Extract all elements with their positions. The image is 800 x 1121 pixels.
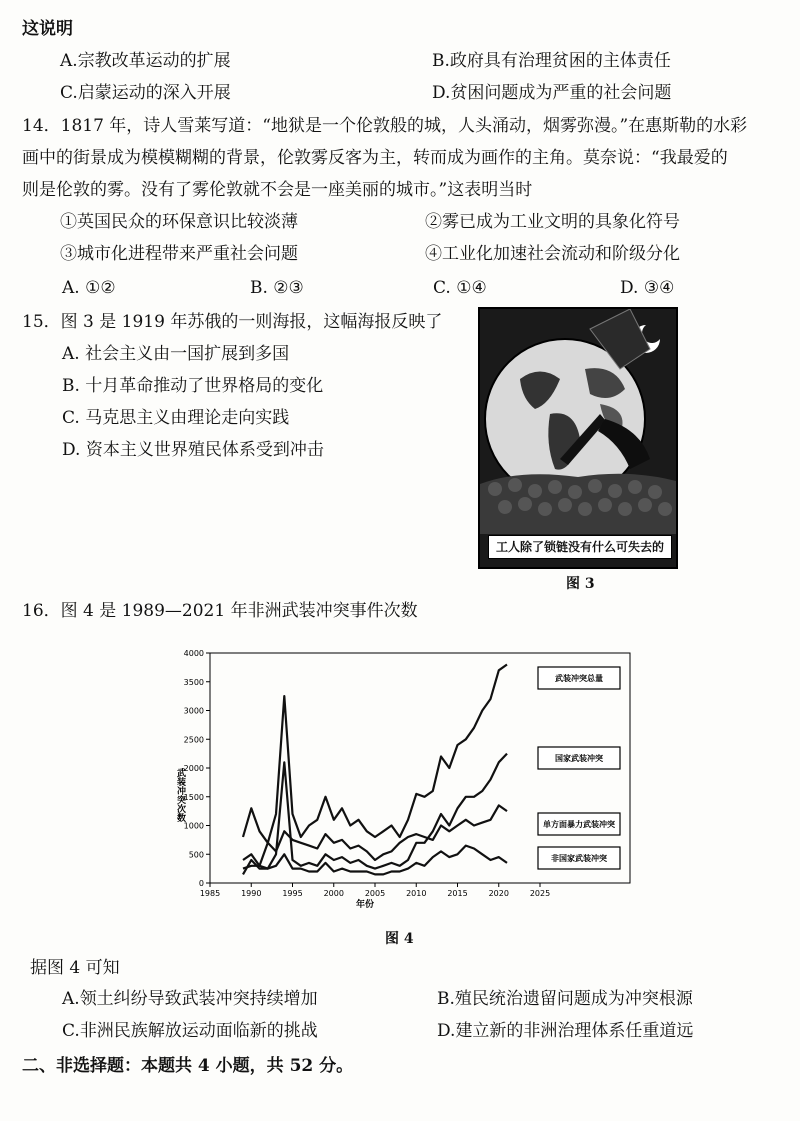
prev-option-a[interactable]: A.宗教改革运动的扩展 (60, 51, 231, 71)
q16-follow: 据图 4 可知 (30, 958, 120, 978)
x-tick-label: 2015 (447, 889, 468, 898)
y-tick-label: 4000 (183, 649, 204, 658)
prev-option-d[interactable]: D.贫困问题成为严重的社会问题 (432, 83, 672, 103)
figure4-label: 图 4 (385, 931, 414, 947)
prev-option-b[interactable]: B.政府具有治理贫困的主体责任 (432, 51, 671, 71)
prev-question-tail: 这说明 (22, 19, 73, 39)
prev-option-c[interactable]: C.启蒙运动的深入开展 (60, 83, 231, 103)
y-tick-label: 500 (188, 850, 204, 860)
figure3-label: 图 3 (566, 576, 595, 592)
series-line-1 (243, 665, 507, 843)
chart-svg (170, 645, 640, 915)
q14-stem-line3: 则是伦敦的雾。没有了雾伦敦就不会是一座美丽的城市。”这表明当时 (22, 180, 533, 200)
q14-stem-line2: 画中的街景成为模模糊糊的背景，伦敦雾反客为主，转而成为画作的主角。莫奈说：“我最爱的 (22, 148, 728, 168)
y-tick-label: 3500 (183, 677, 204, 687)
q14-statement-1: ①英国民众的环保意识比较淡薄 (60, 212, 298, 232)
poster-image (478, 307, 678, 569)
q15-option-b[interactable]: B. 十月革命推动了世界格局的变化 (62, 376, 324, 396)
legend-label-4: 非国家武装冲突 (551, 854, 607, 863)
q14-statement-4: ④工业化加速社会流动和阶级分化 (425, 244, 680, 264)
y-tick-label: 1500 (183, 792, 204, 802)
q14-choice-c[interactable]: C. ①④ (433, 278, 487, 298)
q16-option-b[interactable]: B.殖民统治遗留问题成为冲突根源 (437, 989, 693, 1009)
section2-heading: 二、非选择题：本题共 4 小题，共 52 分。 (22, 1056, 354, 1076)
legend-label-1: 武装冲突总量 (555, 674, 603, 683)
y-tick-label: 1000 (183, 821, 204, 831)
x-tick-label: 1995 (282, 889, 303, 898)
q14-choice-b[interactable]: B. ②③ (250, 278, 304, 298)
poster-caption: 工人除了锁链没有什么可失去的 (488, 535, 672, 559)
x-tick-label: 2010 (406, 889, 427, 898)
conflict-chart (170, 645, 640, 915)
q16-option-a[interactable]: A.领土纠纷导致武装冲突持续增加 (62, 989, 318, 1009)
series-line-2 (243, 754, 507, 869)
q15-option-d[interactable]: D. 资本主义世界殖民体系受到冲击 (62, 440, 324, 460)
x-tick-label: 2025 (529, 889, 551, 898)
y-tick-label: 0 (198, 879, 204, 888)
q15-stem: 15．图 3 是 1919 年苏俄的一则海报，这幅海报反映了 (22, 312, 443, 332)
y-tick-label: 2500 (183, 735, 204, 745)
x-tick-label: 2000 (323, 889, 344, 898)
x-tick-label: 2020 (488, 889, 509, 898)
x-tick-label: 1985 (199, 889, 221, 898)
y-axis-label: 武装冲突次数 (175, 768, 185, 822)
q14-statement-3: ③城市化进程带来严重社会问题 (60, 244, 298, 264)
q16-stem: 16．图 4 是 1989—2021 年非洲武装冲突事件次数 (22, 601, 418, 621)
q14-statement-2: ②雾已成为工业文明的具象化符号 (425, 212, 680, 232)
legend-label-3: 单方面暴力武装冲突 (543, 820, 615, 829)
q14-choice-d[interactable]: D. ③④ (620, 278, 675, 298)
y-tick-label: 3000 (183, 706, 204, 716)
q15-option-c[interactable]: C. 马克思主义由理论走向实践 (62, 408, 290, 428)
q15-option-a[interactable]: A. 社会主义由一国扩展到多国 (62, 344, 290, 364)
q14-stem-line1: 14．1817 年，诗人雪莱写道：“地狱是一个伦敦般的城，人头涌动，烟雾弥漫。”在惠斯勒的水彩 (22, 116, 748, 136)
y-tick-label: 2000 (183, 764, 204, 773)
x-tick-label: 2005 (364, 889, 386, 898)
x-tick-label: 1990 (241, 889, 262, 898)
q16-option-c[interactable]: C.非洲民族解放运动面临新的挑战 (62, 1021, 318, 1041)
q16-option-d[interactable]: D.建立新的非洲治理体系任重道远 (437, 1021, 694, 1041)
q14-choice-a[interactable]: A. ①② (62, 278, 116, 298)
x-axis-label: 年份 (355, 900, 375, 910)
legend-label-2: 国家武装冲突 (555, 754, 603, 763)
poster-illustration (480, 309, 676, 567)
